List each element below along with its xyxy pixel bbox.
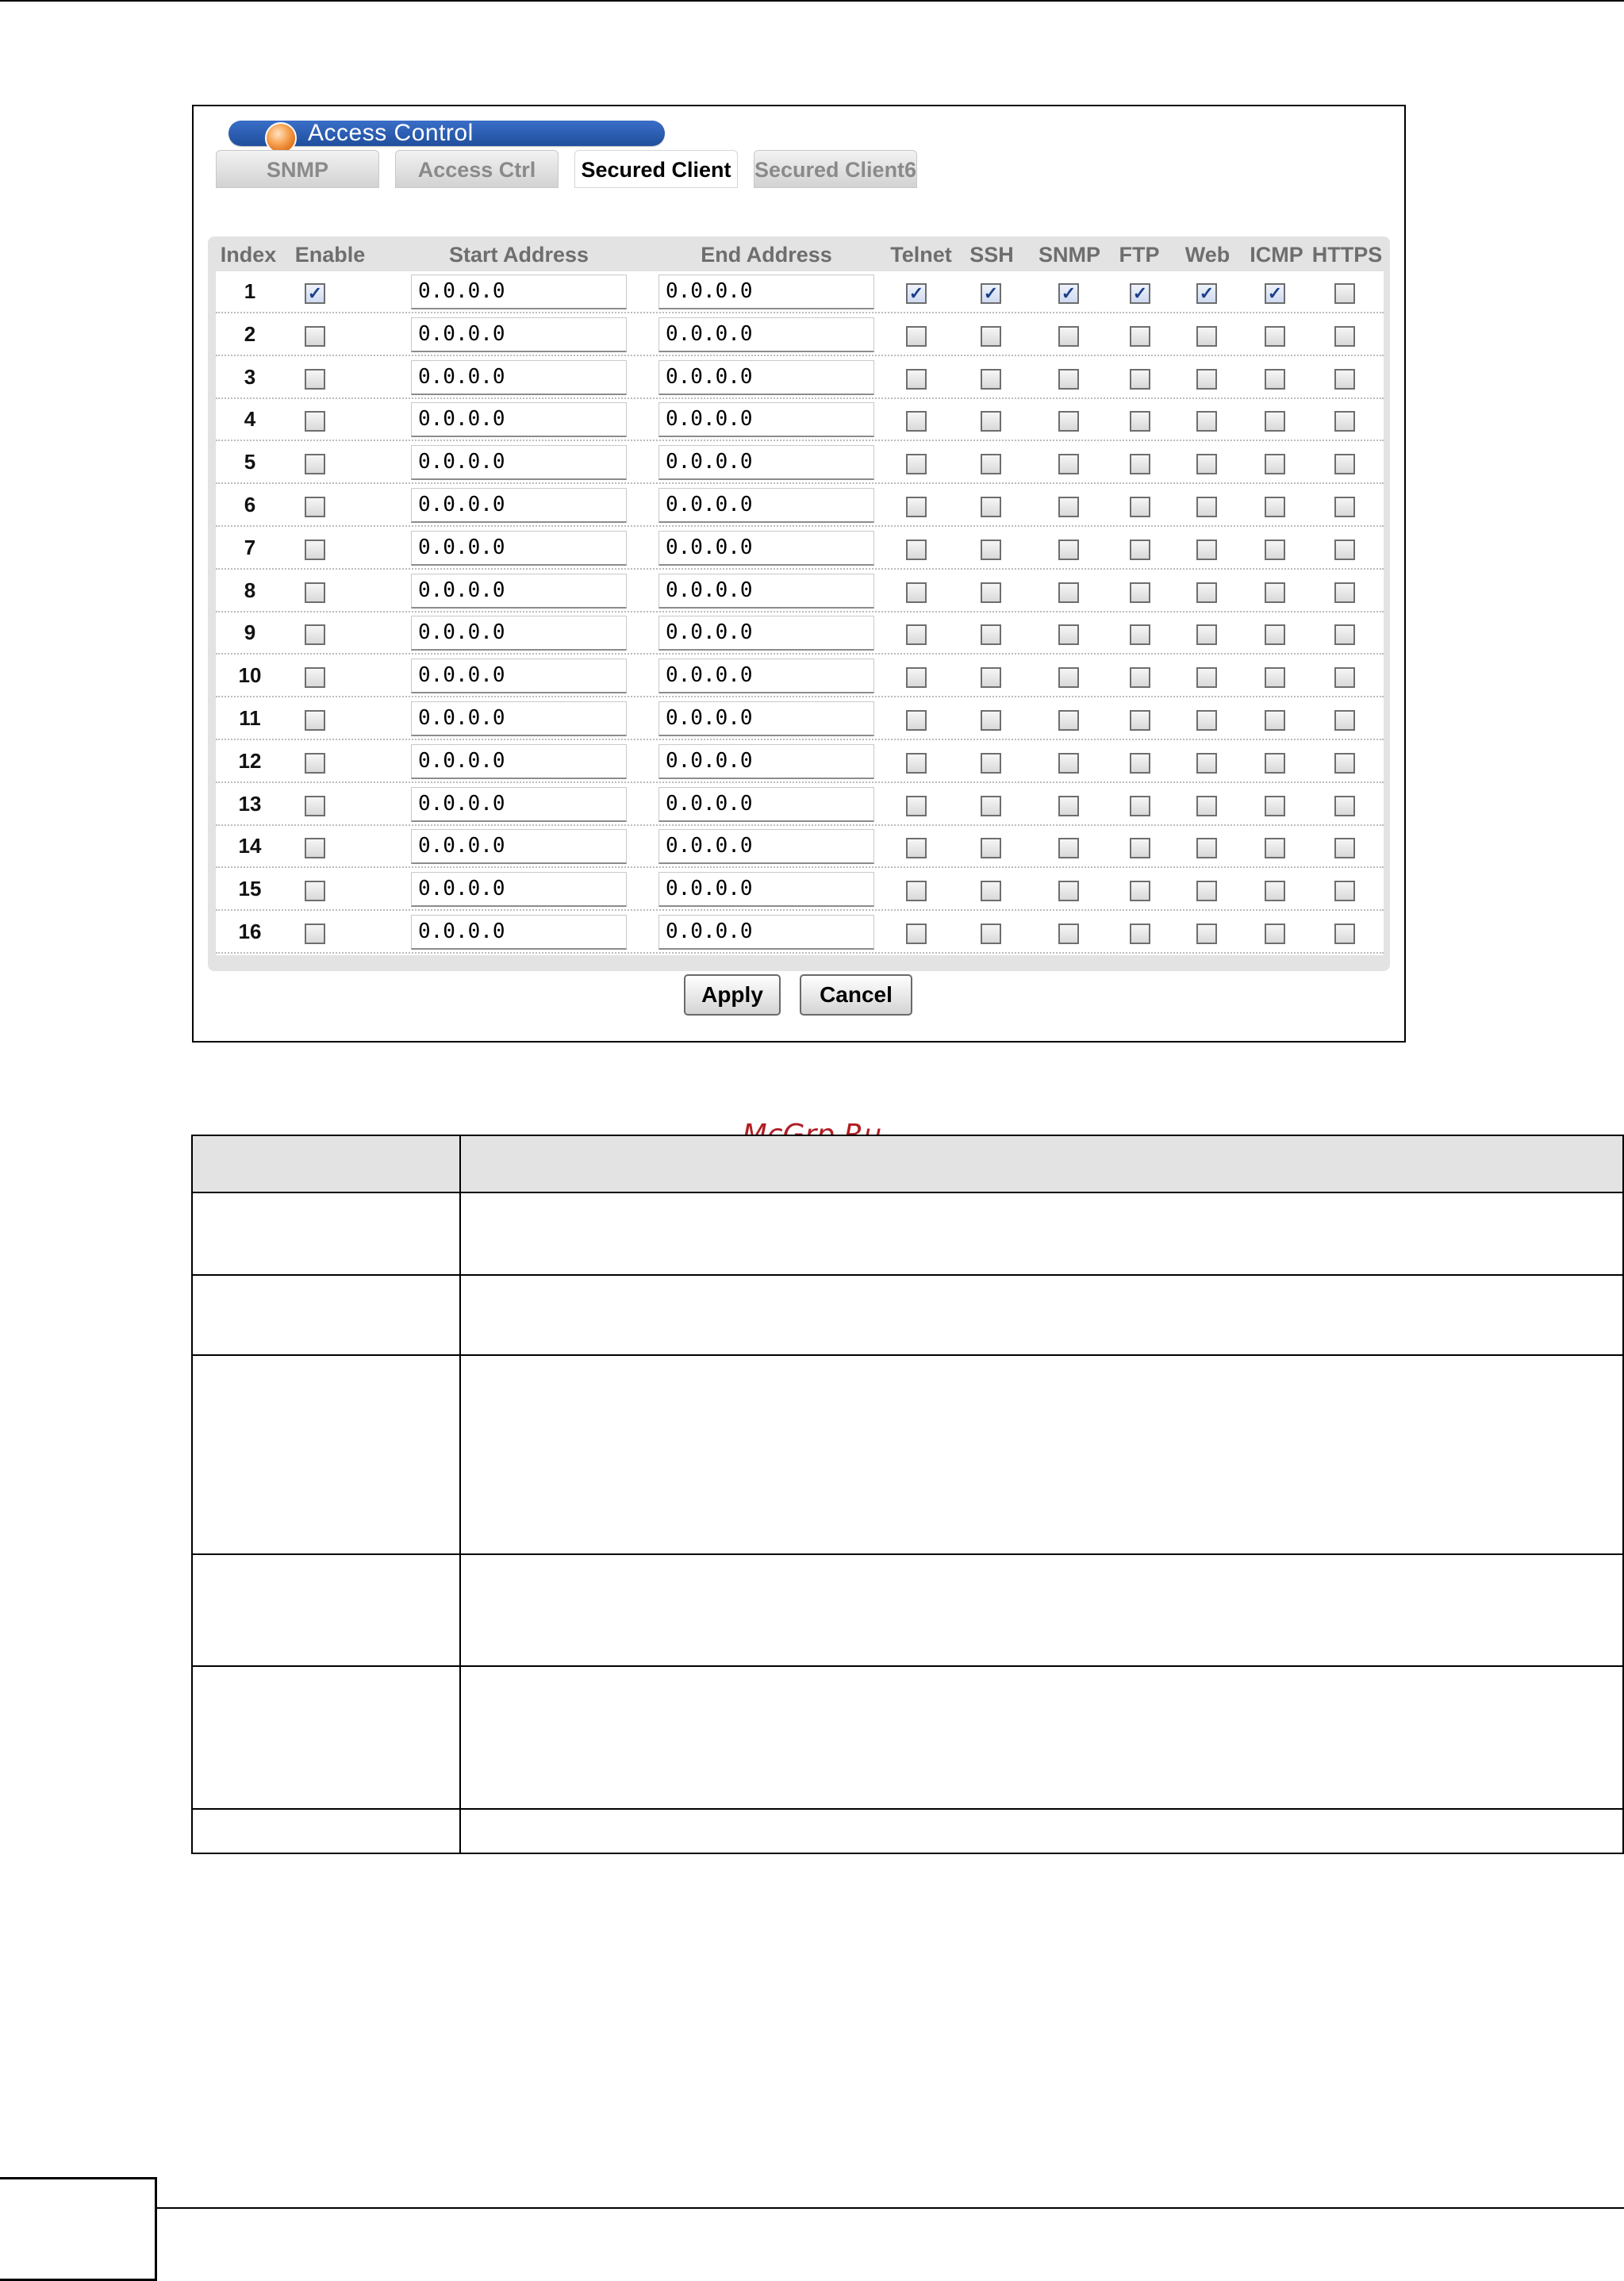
ftp-checkbox[interactable] [1130,411,1150,432]
ssh-checkbox[interactable] [981,454,1001,474]
https-checkbox[interactable] [1334,924,1355,944]
web-checkbox[interactable] [1196,667,1217,688]
cancel-button[interactable]: Cancel [800,974,912,1016]
web-checkbox[interactable] [1196,796,1217,816]
https-checkbox[interactable] [1334,667,1355,688]
enable-checkbox[interactable] [305,540,325,560]
col-header-telnet: Telnet [890,243,952,267]
web-checkbox[interactable] [1196,411,1217,432]
start-address-input[interactable]: 0.0.0.0 [411,915,627,950]
ftp-checkbox[interactable] [1130,326,1150,347]
table-row [216,357,1384,399]
snmp-checkbox[interactable] [1058,582,1079,603]
label-cell [192,1355,460,1554]
telnet-checkbox[interactable] [906,881,927,901]
ftp-checkbox[interactable] [1130,497,1150,517]
ssh-checkbox[interactable] [981,924,1001,944]
https-checkbox[interactable] [1334,369,1355,390]
enable-checkbox[interactable] [305,369,325,390]
snmp-checkbox[interactable] [1058,753,1079,774]
enable-checkbox[interactable] [305,838,325,858]
enable-checkbox[interactable] [305,497,325,517]
telnet-checkbox[interactable] [906,582,927,603]
end-address-input[interactable]: 0.0.0.0 [658,787,874,822]
row-index: 2 [244,321,256,346]
https-checkbox[interactable] [1334,497,1355,517]
start-address-input[interactable]: 0.0.0.0 [411,360,627,395]
table-row [216,698,1384,740]
icmp-checkbox[interactable]: ✓ [1265,283,1285,304]
label-cell [192,1666,460,1809]
enable-checkbox[interactable] [305,454,325,474]
start-address-input[interactable]: 0.0.0.0 [411,317,627,352]
row-index: 7 [244,535,256,559]
ssh-checkbox[interactable] [981,881,1001,901]
ssh-checkbox[interactable] [981,326,1001,347]
description-table [191,1135,1624,1854]
ftp-checkbox[interactable] [1130,710,1150,731]
label-cell [192,1554,460,1666]
table-row [216,399,1384,441]
ftp-checkbox[interactable] [1130,796,1150,816]
icmp-checkbox[interactable] [1265,454,1285,474]
end-address-input[interactable]: 0.0.0.0 [658,659,874,693]
ftp-checkbox[interactable] [1130,881,1150,901]
row-index: 13 [238,791,262,816]
web-checkbox[interactable] [1196,540,1217,560]
row-index: 4 [244,407,256,432]
ssh-checkbox[interactable]: ✓ [981,283,1001,304]
start-address-input[interactable]: 0.0.0.0 [411,701,627,736]
ftp-checkbox[interactable] [1130,924,1150,944]
web-checkbox[interactable] [1196,624,1217,645]
icmp-checkbox[interactable] [1265,796,1285,816]
row-index: 12 [238,748,262,773]
web-checkbox[interactable] [1196,454,1217,474]
ftp-checkbox[interactable]: ✓ [1130,283,1150,304]
snmp-checkbox[interactable] [1058,796,1079,816]
label-cell [192,1275,460,1355]
ssh-checkbox[interactable] [981,369,1001,390]
snmp-checkbox[interactable]: ✓ [1058,283,1079,304]
telnet-checkbox[interactable]: ✓ [906,283,927,304]
end-address-input[interactable]: 0.0.0.0 [658,275,874,309]
web-checkbox[interactable] [1196,838,1217,858]
table-row [216,912,1384,954]
row-index: 10 [238,663,262,688]
row-index: 6 [244,493,256,516]
ssh-checkbox[interactable] [981,497,1001,517]
row-index: 8 [244,578,256,602]
end-address-input[interactable]: 0.0.0.0 [658,744,874,779]
tab-secured-client[interactable]: Secured Client [574,150,738,188]
col-header-icmp: ICMP [1250,243,1303,267]
https-checkbox[interactable] [1334,454,1355,474]
tab-access-ctrl[interactable]: Access Ctrl [395,150,559,188]
enable-checkbox[interactable] [305,881,325,901]
telnet-checkbox[interactable] [906,540,927,560]
ssh-checkbox[interactable] [981,582,1001,603]
description-row [192,1275,1623,1355]
https-checkbox[interactable] [1334,283,1355,304]
table-row [216,741,1384,783]
web-checkbox[interactable] [1196,710,1217,731]
snmp-checkbox[interactable] [1058,838,1079,858]
row-index: 3 [244,364,256,389]
snmp-checkbox[interactable] [1058,881,1079,901]
table-row [216,314,1384,356]
https-checkbox[interactable] [1334,540,1355,560]
ssh-checkbox[interactable] [981,796,1001,816]
snmp-checkbox[interactable] [1058,411,1079,432]
row-index: 11 [239,706,261,730]
end-address-input[interactable]: 0.0.0.0 [658,402,874,437]
table-row [216,528,1384,570]
enable-checkbox[interactable] [305,796,325,816]
icmp-checkbox[interactable] [1265,924,1285,944]
label-cell [192,1809,460,1853]
top-rule [0,0,1624,2]
tab-bar [216,150,1009,191]
ftp-checkbox[interactable] [1130,540,1150,560]
table-row [216,570,1384,612]
start-address-input[interactable]: 0.0.0.0 [411,616,627,651]
table-row [216,869,1384,911]
telnet-checkbox[interactable] [906,667,927,688]
description-cell [460,1554,1623,1666]
https-checkbox[interactable] [1334,838,1355,858]
description-cell [460,1192,1623,1275]
ftp-checkbox[interactable] [1130,624,1150,645]
table-row [216,271,1384,313]
snmp-checkbox[interactable] [1058,497,1079,517]
telnet-checkbox[interactable] [906,924,927,944]
tab-snmp[interactable]: SNMP [216,150,379,188]
header-cell-description [460,1135,1623,1192]
start-address-input[interactable]: 0.0.0.0 [411,829,627,864]
enable-checkbox[interactable] [305,326,325,347]
description-row [192,1809,1623,1853]
title-orb-icon [265,122,297,154]
https-checkbox[interactable] [1334,411,1355,432]
ftp-checkbox[interactable] [1130,582,1150,603]
secured-client-table [208,236,1390,971]
snmp-checkbox[interactable] [1058,369,1079,390]
icmp-checkbox[interactable] [1265,753,1285,774]
ftp-checkbox[interactable] [1130,667,1150,688]
ftp-checkbox[interactable] [1130,753,1150,774]
start-address-input[interactable]: 0.0.0.0 [411,872,627,907]
apply-button[interactable]: Apply [684,974,781,1016]
ssh-checkbox[interactable] [981,411,1001,432]
web-checkbox[interactable] [1196,924,1217,944]
start-address-input[interactable]: 0.0.0.0 [411,787,627,822]
start-address-input[interactable]: 0.0.0.0 [411,488,627,523]
snmp-checkbox[interactable] [1058,667,1079,688]
https-checkbox[interactable] [1334,582,1355,603]
enable-checkbox[interactable] [305,753,325,774]
ssh-checkbox[interactable] [981,753,1001,774]
end-address-input[interactable]: 0.0.0.0 [658,701,874,736]
web-checkbox[interactable] [1196,326,1217,347]
end-address-input[interactable]: 0.0.0.0 [658,574,874,609]
telnet-checkbox[interactable] [906,753,927,774]
end-address-input[interactable]: 0.0.0.0 [658,488,874,523]
access-control-screenshot [192,105,1406,1043]
icmp-checkbox[interactable] [1265,667,1285,688]
https-checkbox[interactable] [1334,624,1355,645]
web-checkbox[interactable] [1196,497,1217,517]
col-header-enable: Enable [294,243,366,267]
end-address-input[interactable]: 0.0.0.0 [658,445,874,480]
header-cell-label [192,1135,460,1192]
ssh-checkbox[interactable] [981,540,1001,560]
row-index: 14 [238,834,262,858]
col-header-ssh: SSH [969,243,1014,267]
start-address-input[interactable]: 0.0.0.0 [411,275,627,309]
web-checkbox[interactable] [1196,582,1217,603]
icmp-checkbox[interactable] [1265,497,1285,517]
col-header-end-address: End Address [701,243,832,267]
telnet-checkbox[interactable] [906,624,927,645]
ftp-checkbox[interactable] [1130,369,1150,390]
enable-checkbox[interactable] [305,710,325,731]
description-table-header [192,1135,1623,1192]
tab-secured-client6[interactable]: Secured Client6 [754,150,917,188]
telnet-checkbox[interactable] [906,796,927,816]
enable-checkbox[interactable]: ✓ [305,283,325,304]
web-checkbox[interactable]: ✓ [1196,283,1217,304]
telnet-checkbox[interactable] [906,411,927,432]
row-index: 5 [244,450,256,474]
icmp-checkbox[interactable] [1265,369,1285,390]
snmp-checkbox[interactable] [1058,326,1079,347]
icmp-checkbox[interactable] [1265,881,1285,901]
web-checkbox[interactable] [1196,369,1217,390]
description-cell [460,1666,1623,1809]
ssh-checkbox[interactable] [981,838,1001,858]
description-cell [460,1355,1623,1554]
https-checkbox[interactable] [1334,710,1355,731]
enable-checkbox[interactable] [305,667,325,688]
end-address-input[interactable]: 0.0.0.0 [658,616,874,651]
page-title: Access Control [308,120,474,146]
col-header-start-address: Start Address [448,243,589,267]
start-address-input[interactable]: 0.0.0.0 [411,659,627,693]
row-index: 15 [238,877,262,901]
enable-checkbox[interactable] [305,624,325,645]
https-checkbox[interactable] [1334,796,1355,816]
end-address-input[interactable]: 0.0.0.0 [658,531,874,566]
https-checkbox[interactable] [1334,753,1355,774]
title-bar [228,121,665,146]
ftp-checkbox[interactable] [1130,838,1150,858]
end-address-input[interactable]: 0.0.0.0 [658,872,874,907]
snmp-checkbox[interactable] [1058,924,1079,944]
snmp-checkbox[interactable] [1058,540,1079,560]
telnet-checkbox[interactable] [906,497,927,517]
enable-checkbox[interactable] [305,924,325,944]
col-header-snmp: SNMP [1038,243,1100,267]
start-address-input[interactable]: 0.0.0.0 [411,531,627,566]
icmp-checkbox[interactable] [1265,326,1285,347]
col-header-index: Index [220,243,277,267]
telnet-checkbox[interactable] [906,710,927,731]
telnet-checkbox[interactable] [906,454,927,474]
https-checkbox[interactable] [1334,326,1355,347]
ssh-checkbox[interactable] [981,624,1001,645]
icmp-checkbox[interactable] [1265,582,1285,603]
row-index: 16 [238,920,262,943]
icmp-checkbox[interactable] [1265,411,1285,432]
start-address-input[interactable]: 0.0.0.0 [411,445,627,480]
snmp-checkbox[interactable] [1058,454,1079,474]
table-row [216,826,1384,868]
row-index: 9 [244,620,256,645]
web-checkbox[interactable] [1196,753,1217,774]
description-row [192,1192,1623,1275]
description-row [192,1554,1623,1666]
footer-rule [156,2207,1624,2209]
icmp-checkbox[interactable] [1265,540,1285,560]
https-checkbox[interactable] [1334,881,1355,901]
description-cell [460,1275,1623,1355]
col-header-https: HTTPS [1311,243,1383,267]
description-row [192,1666,1623,1809]
table-row [216,485,1384,527]
table-row [216,655,1384,697]
snmp-checkbox[interactable] [1058,624,1079,645]
end-address-input[interactable]: 0.0.0.0 [658,915,874,950]
table-body [216,271,1384,955]
start-address-input[interactable]: 0.0.0.0 [411,402,627,437]
end-address-input[interactable]: 0.0.0.0 [658,317,874,352]
col-header-web: Web [1184,243,1230,267]
enable-checkbox[interactable] [305,411,325,432]
end-address-input[interactable]: 0.0.0.0 [658,360,874,395]
icmp-checkbox[interactable] [1265,710,1285,731]
table-row [216,442,1384,484]
icmp-checkbox[interactable] [1265,838,1285,858]
label-cell [192,1192,460,1275]
page-number-box [0,2177,157,2281]
col-header-ftp: FTP [1119,243,1160,267]
description-cell [460,1809,1623,1853]
telnet-checkbox[interactable] [906,369,927,390]
row-index: 1 [244,279,256,303]
table-row [216,612,1384,655]
web-checkbox[interactable] [1196,881,1217,901]
start-address-input[interactable]: 0.0.0.0 [411,744,627,779]
end-address-input[interactable]: 0.0.0.0 [658,829,874,864]
telnet-checkbox[interactable] [906,326,927,347]
telnet-checkbox[interactable] [906,838,927,858]
ftp-checkbox[interactable] [1130,454,1150,474]
start-address-input[interactable]: 0.0.0.0 [411,574,627,609]
description-row [192,1355,1623,1554]
icmp-checkbox[interactable] [1265,624,1285,645]
ssh-checkbox[interactable] [981,710,1001,731]
table-row [216,784,1384,826]
enable-checkbox[interactable] [305,582,325,603]
ssh-checkbox[interactable] [981,667,1001,688]
snmp-checkbox[interactable] [1058,710,1079,731]
